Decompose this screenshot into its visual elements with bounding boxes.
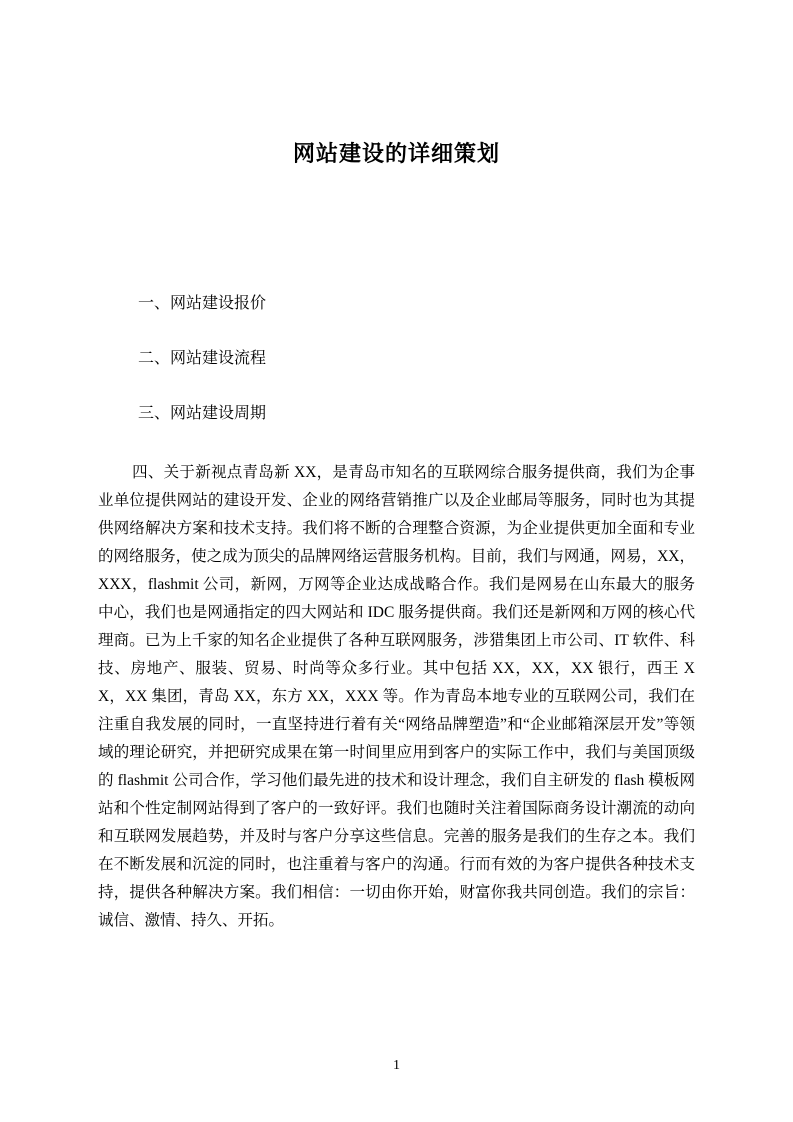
- body-paragraph: 四、关于新视点青岛新 XX，是青岛市知名的互联网综合服务提供商，我们为企事业单位提供网站的建设开发、企业的网络营销推广以及企业邮局等服务，同时也为其提供网络解决方案和技术支持。我们将不断的合理整合资源，为企业提供更加全面和专业的网络服务，使之成为顶尖的品牌网络运营服务机构。目前，我们与网通，网易，XX，XXX，flashmit 公司，新网，万网等企业达成战略合作。我们是网易在山东最大的服务中心，我们也是网通指定的四大网站和 IDC 服务提供商。我们还是新网和万网的核心代理商。已为上千家的知名企业提供了各种互联网服务，涉猎集团上市公司、IT 软件、科技、房地产、服装、贸易、时尚等众多行业。其中包括 XX，XX，XX 银行，西王 XX，XX 集团，青岛 XX，东方 XX，XXX 等。作为青岛本地专业的互联网公司，我们在注重自我发展的同时，一直坚持进行着有关“网络品牌塑造”和“企业邮箱深层开发”等领域的理论研究，并把研究成果在第一时间里应用到客户的实际工作中，我们与美国顶级的 flashmit 公司合作，学习他们最先进的技术和设计理念，我们自主研发的 flash 模板网站和个性定制网站得到了客户的一致好评。我们也随时关注着国际商务设计潮流的动向和互联网发展趋势，并及时与客户分享这些信息。完善的服务是我们的生存之本。我们在不断发展和沉淀的同时，也注重着与客户的沟通。行而有效的为客户提供各种技术支持，提供各种解决方案。我们相信：一切由你开始，财富你我共同创造。我们的宗旨：诚信、激情、持久、开拓。: [98, 464, 695, 929]
- document-title: 网站建设的详细策划: [292, 141, 500, 166]
- outline-item-timeline: 三、网站建设周期: [138, 405, 267, 422]
- outline-item-pricing: 一、网站建设报价: [138, 295, 267, 312]
- outline-list: [98, 294, 695, 424]
- page-number: 1: [393, 1058, 400, 1073]
- outline-item-process: 二、网站建设流程: [138, 350, 267, 367]
